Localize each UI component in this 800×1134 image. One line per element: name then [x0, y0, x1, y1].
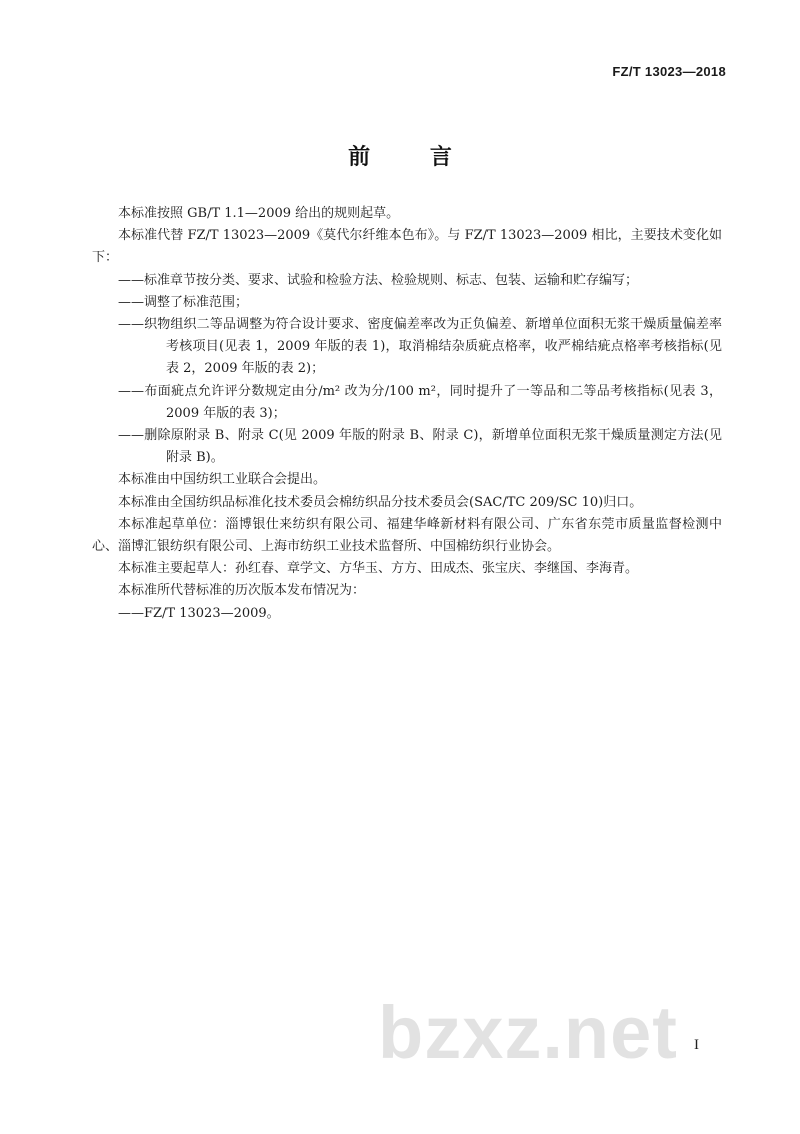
page-title: 前 言 — [348, 145, 478, 170]
page-number: I — [694, 1037, 699, 1053]
paragraph-proposed-by: 本标准由中国纺织工业联合会提出。 — [118, 472, 327, 488]
paragraph-history-intro: 本标准所代替标准的历次版本发布情况为： — [118, 583, 366, 599]
watermark: bzxz.net — [378, 991, 678, 1074]
paragraph-replaces: 本标准代替 FZ/T 13023—2009《莫代尔纤维本色布》。与 FZ/T 13023—2009 相比，主要技术变化如下： — [92, 228, 722, 266]
change-item: ——织物组织二等品调整为符合设计要求、密度偏差率改为正负偏差、新增单位面积无浆干燥质量偏差率考核项目(见表 1，2009 年版的表 1)，取消棉结杂质疵点格率，收严棉结疵点格率考核指标(见表 2，2009 年版的表 2)； — [118, 317, 722, 377]
paragraph-drafters: 本标准主要起草人：孙红春、章学文、方华玉、方方、田成杰、张宝庆、李继国、李海青。 — [118, 561, 639, 577]
paragraph-centralized-by: 本标准由全国纺织品标准化技术委员会棉纺织品分技术委员会(SAC/TC 209/SC 10)归口。 — [118, 494, 643, 510]
paragraph-drafting-units: 本标准起草单位：淄博银仕来纺织有限公司、福建华峰新材料有限公司、广东省东莞市质量监督检测中心、淄博汇银纺织有限公司、上海市纺织工业技术监督所、中国棉纺织行业协会。 — [92, 516, 722, 555]
change-item: ——标准章节按分类、要求、试验和检验方法、检验规则、标志、包装、运输和贮存编写； — [118, 272, 639, 288]
paragraph-drafting-rules: 本标准按照 GB/T 1.1—2009 给出的规则起草。 — [118, 206, 400, 221]
history-item: ——FZ/T 13023—2009。 — [118, 605, 280, 621]
change-item: ——布面疵点允许评分数规定由分/m² 改为分/100 m²，同时提升了一等品和二等品考核指标(见表 3，2009 年版的表 3)； — [118, 383, 722, 421]
change-item: ——删除原附录 B、附录 C(见 2009 年版的附录 B、附录 C)，新增单位面积无浆干燥质量测定方法(见附录 B)。 — [118, 428, 723, 466]
standard-code: FZ/T 13023—2018 — [612, 64, 726, 79]
change-item: ——调整了标准范围； — [118, 294, 249, 310]
document-body — [92, 203, 722, 625]
